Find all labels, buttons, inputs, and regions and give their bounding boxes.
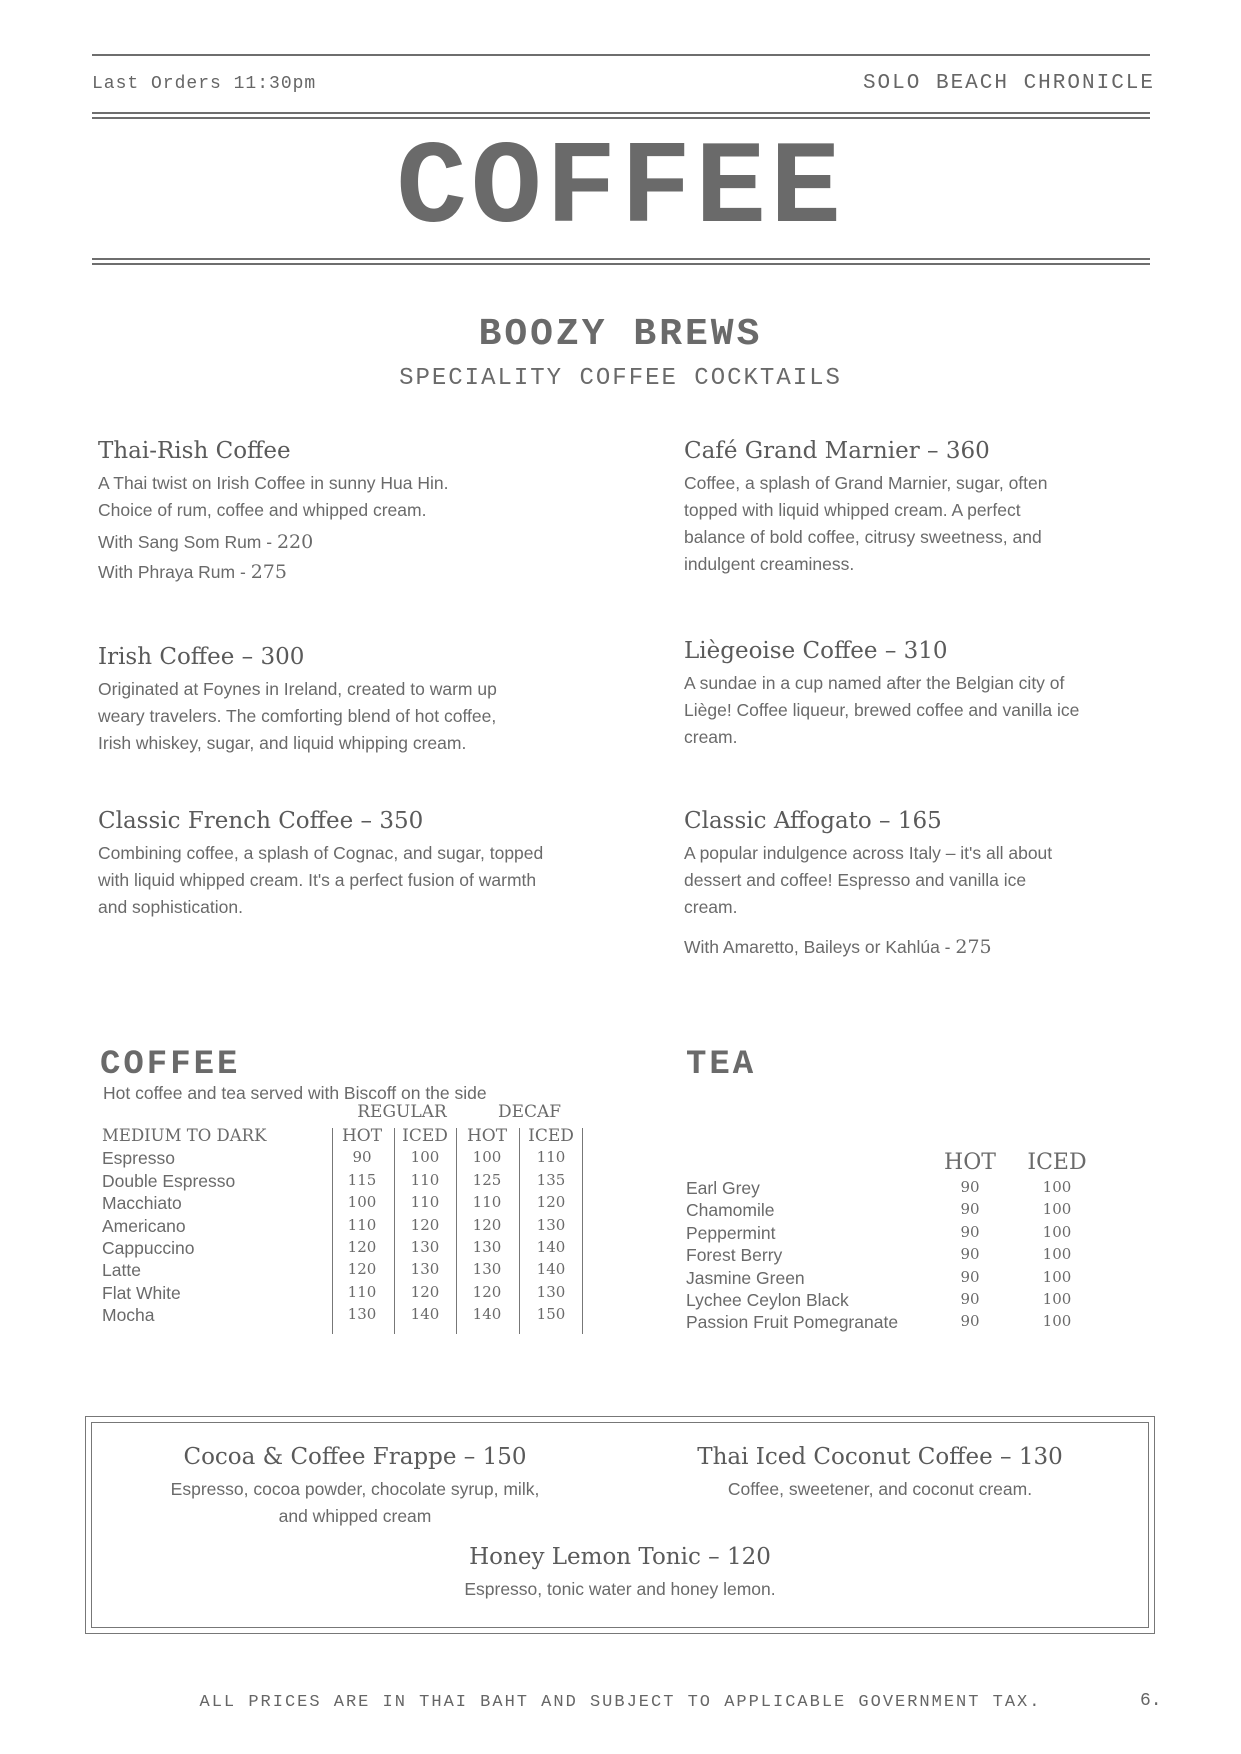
price-cell: 120 (347, 1260, 377, 1279)
price-cell: 120 (536, 1193, 566, 1212)
column-divider (456, 1128, 457, 1334)
table-row (686, 1290, 1106, 1312)
item-name: Café Grand Marnier – 360 (684, 438, 990, 464)
price-cell: 110 (347, 1282, 377, 1301)
price-cell: 90 (352, 1148, 372, 1167)
table-row (686, 1200, 1106, 1222)
item-desc: Espresso, cocoa powder, chocolate syrup, milk, and whipped cream (170, 1478, 540, 1526)
price-cell: 90 (960, 1200, 980, 1219)
item-desc: Coffee, sweetener, and coconut cream. (727, 1478, 1033, 1499)
drink-name: Double Espresso (102, 1170, 236, 1191)
special-cocoa-frappe (130, 1444, 580, 1530)
item-desc: A sundae in a cup named after the Belgian city of Liège! Coffee liqueur, brewed coffee and vanilla ice cream. (684, 672, 1080, 747)
item-name: Classic French Coffee – 350 (98, 808, 424, 834)
tea-name: Peppermint (686, 1222, 776, 1243)
title-rule-1 (92, 258, 1150, 260)
item-name: Liègeoise Coffee – 310 (684, 638, 948, 664)
price-cell: 120 (410, 1215, 440, 1234)
price-cell: 100 (1042, 1178, 1072, 1196)
column-divider (394, 1128, 395, 1334)
menu-item-cafe-grand-marnier (684, 438, 1154, 578)
coffee-note: Hot coffee and tea served with Biscoff on the side (103, 1083, 487, 1103)
table-row (102, 1193, 602, 1215)
price-cell: 120 (472, 1282, 502, 1301)
table-header-row (102, 1126, 602, 1148)
price-cell: 100 (1042, 1245, 1072, 1264)
page-number: 6. (1140, 1691, 1162, 1711)
price-cell: 120 (347, 1237, 377, 1256)
coffee-price-table (102, 1102, 602, 1366)
price-cell: 125 (472, 1170, 502, 1189)
item-option: With Amaretto, Baileys or Kahlúa - 275 (684, 935, 992, 958)
item-name: Thai Iced Coconut Coffee – 130 (697, 1444, 1063, 1470)
price-cell: 150 (536, 1305, 566, 1324)
price-cell: 120 (410, 1282, 440, 1301)
last-orders-text: Last Orders 11:30pm (92, 74, 317, 94)
drink-name: Espresso (102, 1148, 175, 1169)
group-regular: REGULAR (357, 1102, 447, 1122)
price-cell: 90 (960, 1267, 980, 1286)
price-cell: 130 (347, 1305, 377, 1324)
price-cell: 90 (960, 1289, 980, 1308)
menu-item-classic-french-coffee (98, 808, 568, 921)
header-rule-2 (92, 117, 1150, 119)
table-row (102, 1305, 602, 1327)
price-cell: 100 (472, 1148, 502, 1167)
col-iced: ICED (402, 1126, 448, 1146)
price-cell: 110 (536, 1148, 566, 1167)
item-desc: Originated at Foynes in Ireland, created to warm up weary travelers. The comforting blend of hot coffee, Irish whiskey, sugar, and liquid whipping cream. (98, 678, 497, 753)
tea-name: Earl Grey (686, 1178, 760, 1198)
tea-section-title: TEA (686, 1046, 757, 1084)
group-decaf: DECAF (497, 1102, 562, 1122)
table-row (102, 1148, 602, 1170)
column-divider (332, 1128, 333, 1334)
price-cell: 100 (1042, 1289, 1072, 1308)
price-cell: 110 (472, 1193, 502, 1212)
tea-price-table (686, 1150, 1106, 1358)
price-cell: 140 (472, 1305, 502, 1324)
menu-item-classic-affogato (684, 808, 1154, 961)
table-row (102, 1283, 602, 1305)
price-cell: 100 (347, 1193, 377, 1212)
col-iced: ICED (528, 1126, 574, 1146)
column-divider (519, 1128, 520, 1334)
price-cell: 130 (472, 1260, 502, 1279)
price-cell: 100 (410, 1148, 440, 1167)
menu-item-thai-rish (98, 438, 568, 586)
price-cell: 130 (410, 1237, 440, 1256)
price-cell: 100 (1042, 1267, 1072, 1286)
drink-name: Cappuccino (102, 1237, 195, 1258)
boozy-brews-title: BOOZY BREWS (478, 313, 763, 356)
item-name: Honey Lemon Tonic – 120 (469, 1544, 771, 1570)
drink-name: Latte (102, 1260, 141, 1281)
price-cell: 100 (1042, 1200, 1072, 1219)
tea-name: Jasmine Green (686, 1267, 805, 1288)
brand-name: SOLO BEACH CHRONICLE (862, 72, 1155, 95)
price-cell: 110 (410, 1170, 440, 1189)
drink-name: Flat White (102, 1282, 181, 1303)
item-desc: A popular indulgence across Italy – it's all about dessert and coffee! Espresso and vanilla ice cream. (684, 842, 1053, 917)
col-hot: HOT (466, 1126, 508, 1146)
page-title: COFFEE (396, 124, 845, 257)
item-name: Cocoa & Coffee Frappe – 150 (183, 1444, 527, 1470)
price-cell: 115 (347, 1170, 377, 1189)
boozy-brews-subtitle: SPECIALITY COFFEE COCKTAILS (399, 365, 842, 392)
price-cell: 100 (1042, 1222, 1072, 1241)
item-desc: Espresso, tonic water and honey lemon. (464, 1578, 776, 1599)
table-row (102, 1216, 602, 1238)
tea-col-hot: HOT (944, 1150, 996, 1175)
drink-name: Mocha (102, 1305, 155, 1326)
table-row (102, 1238, 602, 1260)
tea-col-iced: ICED (1027, 1150, 1087, 1175)
item-desc: A Thai twist on Irish Coffee in sunny Hua Hin. Choice of rum, coffee and whipped cream. (98, 472, 449, 520)
table-row (686, 1223, 1106, 1245)
price-cell: 135 (536, 1170, 566, 1189)
price-cell: 110 (410, 1193, 440, 1212)
price-cell: 130 (536, 1215, 566, 1234)
item-desc: Combining coffee, a splash of Cognac, and sugar, topped with liquid whipped cream. It's a perfect fusion of warmth and sophistication. (98, 842, 544, 917)
column-divider (582, 1128, 583, 1334)
item-option: With Phraya Rum - 275 (98, 560, 287, 583)
table-row (102, 1171, 602, 1193)
drink-name: Americano (102, 1215, 186, 1236)
price-cell: 140 (410, 1305, 440, 1324)
table-row (102, 1260, 602, 1282)
tea-name: Chamomile (686, 1200, 775, 1221)
item-desc: Coffee, a splash of Grand Marnier, sugar, often topped with liquid whipped cream. A perfect balance of bold coffee, citrusy sweetness, and indulgent creaminess. (684, 472, 1048, 574)
price-cell: 130 (536, 1282, 566, 1301)
item-name: Irish Coffee – 300 (98, 644, 305, 670)
special-thai-iced-coconut (650, 1444, 1110, 1503)
row-header: MEDIUM TO DARK (102, 1126, 267, 1145)
table-row (686, 1178, 1106, 1200)
price-cell: 90 (960, 1245, 980, 1264)
price-cell: 140 (536, 1237, 566, 1256)
table-row (686, 1312, 1106, 1334)
price-cell: 90 (960, 1178, 980, 1196)
price-cell: 120 (472, 1215, 502, 1234)
menu-item-liegeoise-coffee (684, 638, 1154, 751)
price-cell: 90 (960, 1312, 980, 1331)
price-cell: 90 (960, 1222, 980, 1241)
price-cell: 130 (472, 1237, 502, 1256)
price-cell: 130 (410, 1260, 440, 1279)
drink-name: Macchiato (102, 1193, 182, 1214)
item-name: Thai-Rish Coffee (98, 438, 291, 464)
table-row (686, 1245, 1106, 1267)
price-cell: 110 (347, 1215, 377, 1234)
item-option: With Sang Som Rum - 220 (98, 530, 314, 553)
menu-item-irish-coffee (98, 644, 568, 757)
tea-name: Passion Fruit Pomegranate (686, 1312, 899, 1333)
item-name: Classic Affogato – 165 (684, 808, 942, 834)
top-rule (92, 54, 1150, 56)
price-cell: 100 (1042, 1312, 1072, 1331)
header-rule-1 (92, 112, 1150, 114)
table-row (686, 1268, 1106, 1290)
coffee-section-title: COFFEE (100, 1046, 241, 1084)
footer-note: ALL PRICES ARE IN THAI BAHT AND SUBJECT TO APPLICABLE GOVERNMENT TAX. (199, 1693, 1042, 1712)
tea-name: Forest Berry (686, 1245, 783, 1266)
price-cell: 140 (536, 1260, 566, 1279)
tea-name: Lychee Ceylon Black (686, 1289, 849, 1310)
col-hot: HOT (341, 1126, 383, 1146)
special-honey-lemon-tonic (370, 1544, 870, 1603)
title-rule-2 (92, 263, 1150, 265)
